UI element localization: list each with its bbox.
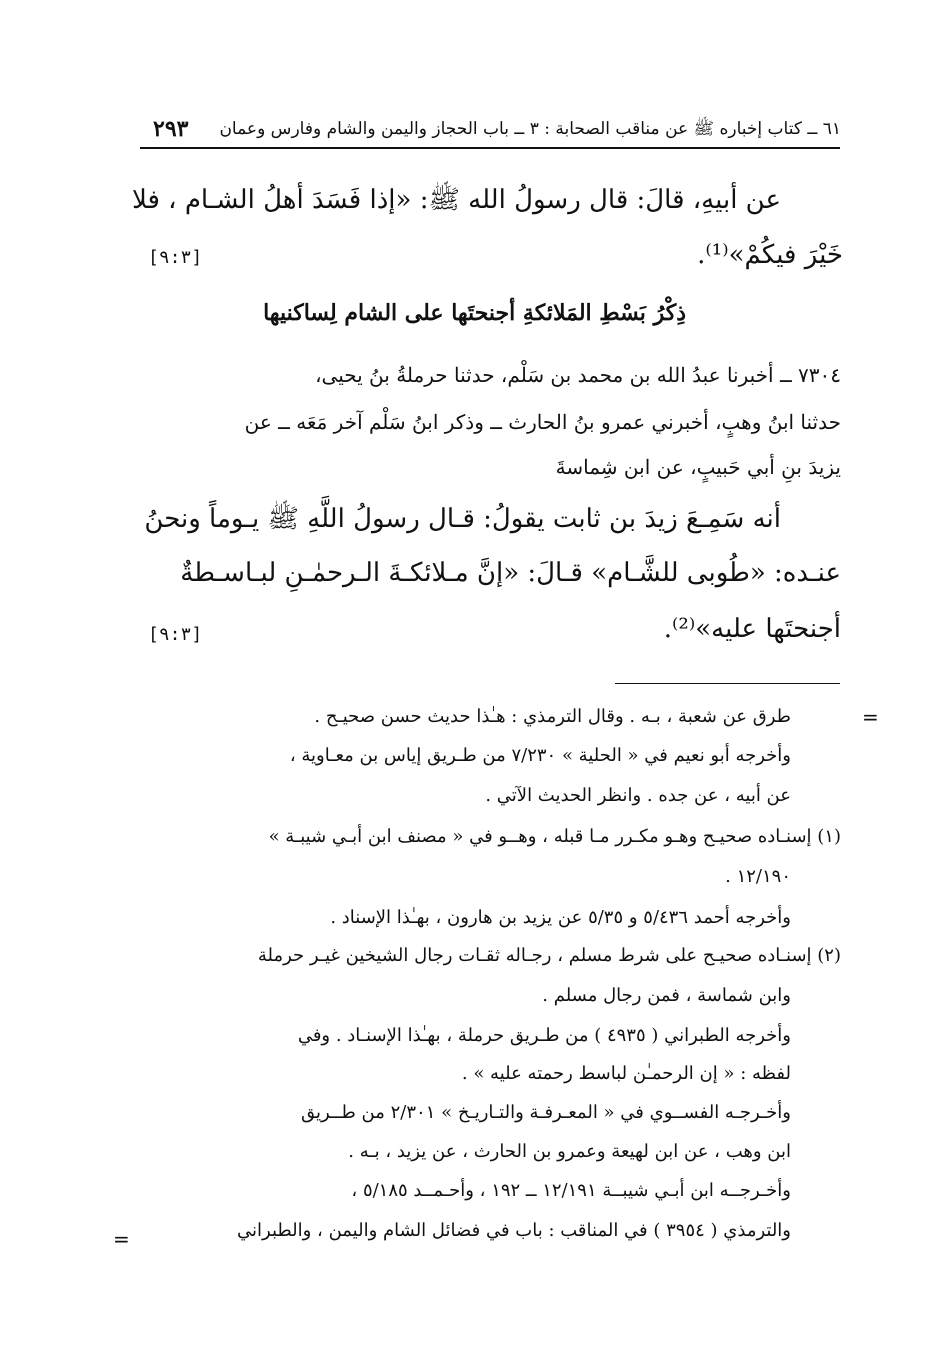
footnote-2-line-4: لفظه : « إن الرحمـٰن لباسط رحمته عليه » . xyxy=(461,1063,791,1084)
footnote-1-line-3: وأخرجه أحمد ٥/٤٣٦ و ٥/٣٥ عن يزيد بن هارون ، بهـٰذا الإسناد . xyxy=(330,907,791,928)
page-number: ٢٩٣ xyxy=(153,116,189,142)
footnote-2-line-1: (٢) إسنـاده صحيـح على شرط مسلم ، رجـاله ثقـات رجال الشيخين غيـر حرملة xyxy=(257,945,841,966)
footnote-line-2: وأخرجه أبو نعيم في « الحلية » ٧/٢٣٠ من طـريق إياس بن معـاوية ، xyxy=(289,745,791,766)
footnote-2-line-3: وأخرجه الطبراني ( ٤٩٣٥ ) من طـريق حرملة ، بهـٰذا الإسنـاد . وفي xyxy=(297,1025,791,1046)
para1-line-2: خَيْرَ فيكُمْ»⁽¹⁾. xyxy=(697,240,843,270)
matn-line-1: أنه سَمِـعَ زيدَ بن ثابت يقولُ: قـال رسولُ اللَّهِ ﷺ يـوماً ونحنُ xyxy=(144,504,781,534)
footnote-2-line-8: والترمذي ( ٣٩٥٤ ) في المناقب : باب في فضائل الشام واليمن ، والطبراني xyxy=(237,1220,791,1241)
reference-marker-1: [٩:٣] xyxy=(148,247,203,268)
matn-line-2: عنـده: «طُوبى للشَّـام» قـالَ: «إنَّ مـلائكـةَ الـرحمٰـنِ لبـاسـطةٌ xyxy=(180,558,841,588)
footnote-1-line-2: ١٢/١٩٠ . xyxy=(725,866,791,887)
header-rule xyxy=(140,147,840,149)
footnote-1-line-1: (١) إسنـاده صحيـح وهـو مكـرر مـا قبله ، وهــو في « مصنف ابن أبـي شيبـة » xyxy=(268,826,841,847)
footnote-line-1: طرق عن شعبة ، بـه . وقال الترمذي : هـٰذا حديث حسن صحيـح . xyxy=(314,706,791,727)
footnote-2-line-6: ابن وهب ، عن ابن لهيعة وعمرو بن الحارث ، عن يزيد ، بـه . xyxy=(348,1141,791,1162)
footnote-2-line-2: وابن شماسة ، فمن رجال مسلم . xyxy=(542,985,791,1006)
continuation-mark-bottom: = xyxy=(113,1227,130,1251)
hadith-line-2: حدثنا ابنُ وهبٍ، أخبرني عمرو بنُ الحارث ــ وذكر ابنُ سَلْم آخر مَعَه ــ عن xyxy=(244,410,841,434)
running-header-title: ٦١ ــ كتاب إخباره ﷺ عن مناقب الصحابة : ٣ ــ باب الحجاز واليمن والشام وفارس وعمان xyxy=(219,119,841,139)
reference-marker-2: [٩:٣] xyxy=(148,624,203,645)
hadith-line-3: يزيدَ بنِ أبي حَبيبٍ، عن ابن شِماسةَ xyxy=(555,455,841,479)
footnote-rule xyxy=(615,683,840,684)
para1-line-1: عن أبيهِ، قالَ: قال رسولُ الله ﷺ: «إذا فَسَدَ أهلُ الشـام ، فلا xyxy=(131,185,781,215)
footnote-2-line-7: وأخـرجــه ابن أبـي شيبــة ١٢/١٩١ ــ ١٩٢ ، وأحـمــد ٥/١٨٥ ، xyxy=(351,1180,791,1201)
matn-line-3: أجنحتَها عليه»⁽²⁾. xyxy=(663,614,841,644)
hadith-line-1: ٧٣٠٤ ــ أخبرنا عبدُ الله بن محمد بن سَلْم، حدثنا حرملةُ بنُ يحيى، xyxy=(315,363,841,387)
section-heading: ذِكْرُ بَسْطِ المَلائكةِ أجنحتَها على الشام لِساكنيها xyxy=(263,300,686,326)
footnote-2-line-5: وأخـرجـه الفســوي في « المعـرفـة والتـاريـخ » ٢/٣٠١ من طــريق xyxy=(301,1102,791,1123)
continuation-mark-top: = xyxy=(862,705,879,729)
footnote-line-3: عن أبيه ، عن جده . وانظر الحديث الآتي . xyxy=(485,785,791,806)
